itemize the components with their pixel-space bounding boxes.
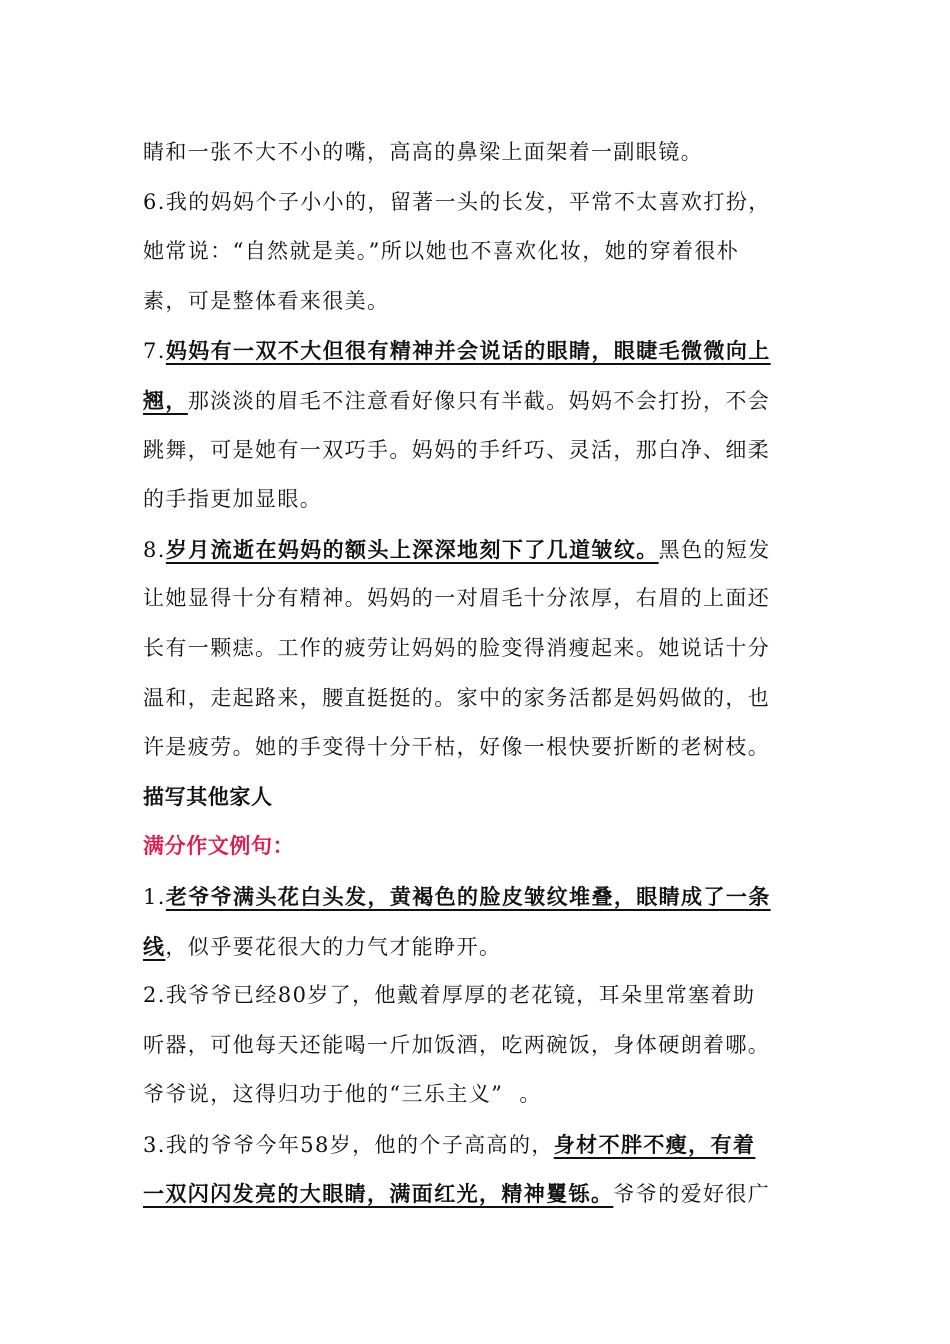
text-line	[143, 872, 808, 922]
section-heading: 描写其他家人	[143, 784, 273, 809]
document-page	[143, 128, 808, 1219]
highlighted-text: 翘，	[143, 387, 188, 413]
text-line	[143, 624, 808, 674]
plain-text: 爷爷的爱好很广	[613, 1182, 771, 1207]
plain-text: 她常说：“自然就是美。”所以她也不喜欢化妆，她的穿着很朴	[143, 239, 740, 264]
plain-text: 跳舞，可是她有一双巧手。妈妈的手纤巧、灵活，那白净、细柔	[143, 437, 771, 462]
plain-text: 6.我的妈妈个子小小的，留著一头的长发，平常不太喜欢打扮，	[143, 189, 771, 214]
text-line	[143, 326, 808, 376]
highlighted-text: 一双闪闪发亮的大眼睛，满面红光，精神矍铄。	[143, 1181, 614, 1207]
plain-text: 爷爷说，这得归功于他的“三乐主义” 。	[143, 1082, 542, 1107]
text-line	[143, 277, 808, 327]
text-line	[143, 128, 808, 178]
text-line	[143, 475, 808, 525]
plain-text: ，似乎要花很大的力气才能睁开。	[165, 934, 502, 959]
item-number: 1.	[143, 884, 166, 909]
plain-text: 那淡淡的眉毛不注意看好像只有半截。妈妈不会打扮，不会	[187, 388, 771, 413]
text-line	[143, 574, 808, 624]
text-line	[143, 922, 808, 972]
text-line	[143, 525, 808, 575]
highlighted-text: 线	[143, 933, 166, 959]
subsection-heading: 满分作文例句：	[143, 834, 295, 859]
plain-text: 素，可是整体看来很美。	[143, 288, 390, 313]
highlighted-text: 身材不胖不瘦，有着	[553, 1131, 756, 1157]
text-line	[143, 1021, 808, 1071]
text-line	[143, 1169, 808, 1219]
text-line	[143, 376, 808, 426]
plain-text: 让她显得十分有精神。妈妈的一对眉毛十分浓厚，右眉的上面还	[143, 586, 771, 611]
highlighted-text: 老爷爷满头花白头发，黄褐色的脸皮皱纹堆叠，眼睛成了一条	[165, 883, 771, 909]
plain-text: 3.我的爷爷今年58岁，他的个子高高的，	[143, 1132, 554, 1157]
highlighted-text: 妈妈有一双不大但很有精神并会说话的眼睛，眼睫毛微微向上	[165, 338, 771, 364]
plain-text: 2.我爷爷已经80岁了，他戴着厚厚的老花镜，耳朵里常塞着助	[143, 983, 756, 1008]
plain-text: 许是疲劳。她的手变得十分干枯，好像一根快要折断的老树枝。	[143, 735, 771, 760]
item-number: 8.	[143, 537, 166, 562]
text-line	[143, 227, 808, 277]
text-line	[143, 1070, 808, 1120]
plain-text: 黑色的短发	[658, 537, 771, 562]
text-line	[143, 723, 808, 773]
plain-text: 的手指更加显眼。	[143, 487, 323, 512]
text-line	[143, 1120, 808, 1170]
plain-text: 听器，可他每天还能喝一斤加饭酒，吃两碗饭，身体硬朗着哪。	[143, 1032, 771, 1057]
text-line	[143, 971, 808, 1021]
text-line	[143, 426, 808, 476]
text-line	[143, 674, 808, 724]
highlighted-text: 岁月流逝在妈妈的额头上深深地刻下了几道皱纹。	[165, 536, 659, 562]
plain-text: 睛和一张不大不小的嘴，高高的鼻梁上面架着一副眼镜。	[143, 140, 703, 164]
plain-text: 温和，走起路来，腰直挺挺的。家中的家务活都是妈妈做的，也	[143, 685, 771, 710]
plain-text: 长有一颗痣。工作的疲劳让妈妈的脸变得消瘦起来。她说话十分	[143, 635, 771, 660]
text-line	[143, 178, 808, 228]
item-number: 7.	[143, 339, 166, 364]
